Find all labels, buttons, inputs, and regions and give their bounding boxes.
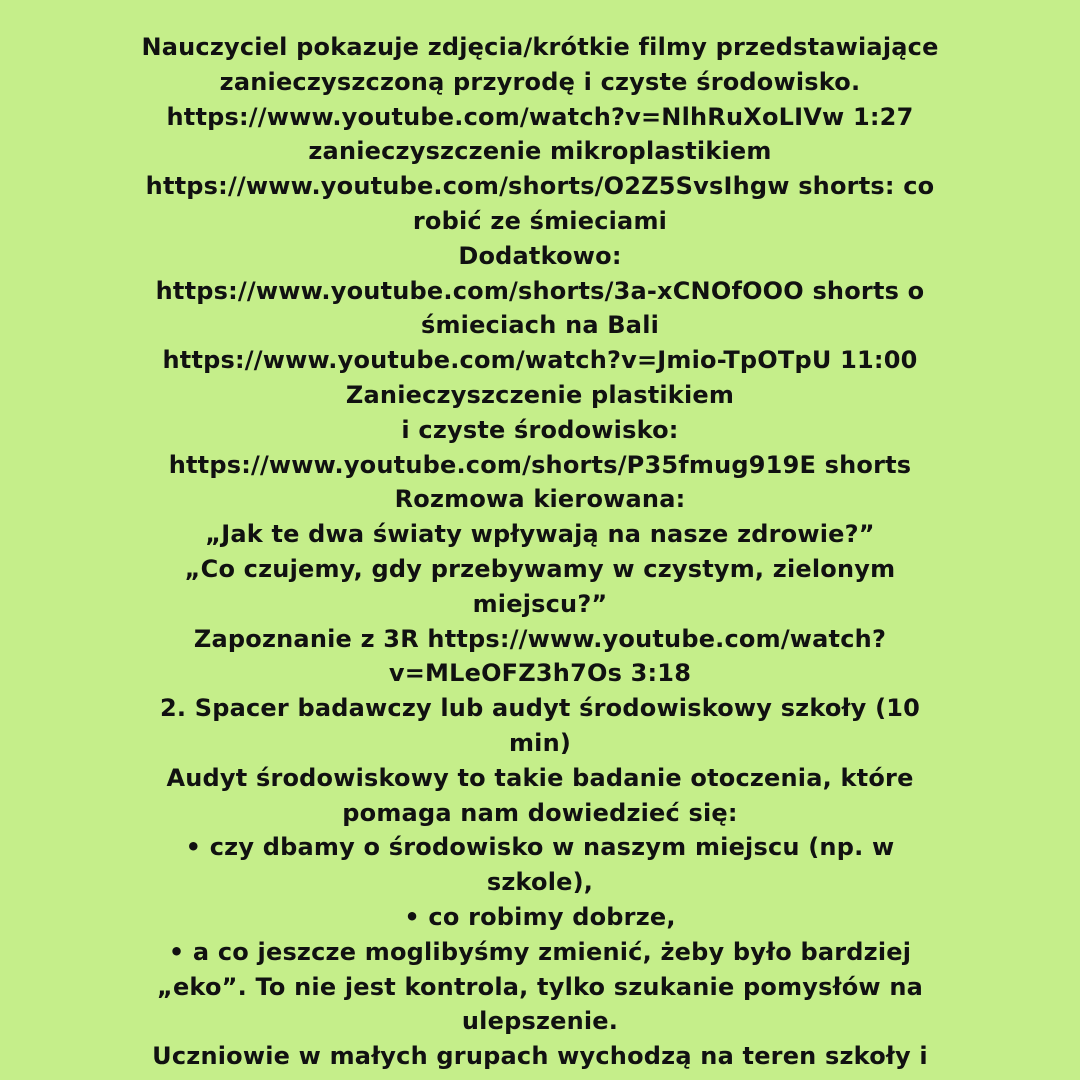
text-line: • a co jeszcze moglibyśmy zmienić, żeby było bardziej xyxy=(168,937,912,966)
text-line: • co robimy dobrze, xyxy=(404,902,676,931)
text-line: Rozmowa kierowana: xyxy=(394,485,686,514)
text-line: robić ze śmieciami xyxy=(412,206,668,235)
text-line: 2. Spacer badawczy lub audyt środowiskowy szkoły (10 xyxy=(159,694,921,723)
text-line: v=MLeOFZ3h7Os 3:18 xyxy=(388,659,692,688)
text-line: Audyt środowiskowy to takie badanie otoczenia, które xyxy=(166,763,914,792)
text-line: Dodatkowo: xyxy=(458,241,622,270)
text-line: https://www.youtube.com/shorts/P35fmug919E shorts xyxy=(168,450,912,479)
text-line: śmieciach na Bali xyxy=(420,311,660,340)
text-line: szkole), xyxy=(486,868,594,897)
text-line: Uczniowie w małych grupach wychodzą na teren szkoły i xyxy=(152,1042,928,1071)
text-line: Nauczyciel pokazuje zdjęcia/krótkie filmy przedstawiające xyxy=(141,33,939,61)
text-line: Zanieczyszczenie plastikiem xyxy=(345,380,735,409)
text-line: miejscu?” xyxy=(472,589,608,618)
text-line: zanieczyszczenie mikroplastikiem xyxy=(308,137,772,166)
text-line: ulepszenie. xyxy=(461,1007,619,1036)
text-line: zanieczyszczoną przyrodę i czyste środowisko. xyxy=(219,67,861,96)
text-line: https://www.youtube.com/shorts/O2Z5SvsIhgw shorts: co xyxy=(145,172,935,201)
text-line: i czyste środowisko: xyxy=(401,415,679,444)
text-line: pomaga nam dowiedzieć się: xyxy=(342,798,738,827)
text-line: https://www.youtube.com/shorts/3a-xCNOfOOO shorts o xyxy=(155,276,925,305)
text-line: „Jak te dwa światy wpływają na nasze zdrowie?” xyxy=(205,520,875,549)
text-line: • czy dbamy o środowisko w naszym miejscu (np. w xyxy=(185,833,895,862)
text-line: „Co czujemy, gdy przebywamy w czystym, zielonym xyxy=(184,554,896,583)
lesson-text xyxy=(110,30,970,1074)
text-line: Zapoznanie z 3R https://www.youtube.com/watch? xyxy=(193,624,887,653)
text-line: „eko”. To nie jest kontrola, tylko szukanie pomysłów na xyxy=(156,972,924,1001)
text-line: https://www.youtube.com/watch?v=NlhRuXoLIVw 1:27 xyxy=(166,102,914,131)
text-line: min) xyxy=(508,728,572,757)
text-line: https://www.youtube.com/watch?v=Jmio-TpOTpU 11:00 xyxy=(162,346,918,375)
